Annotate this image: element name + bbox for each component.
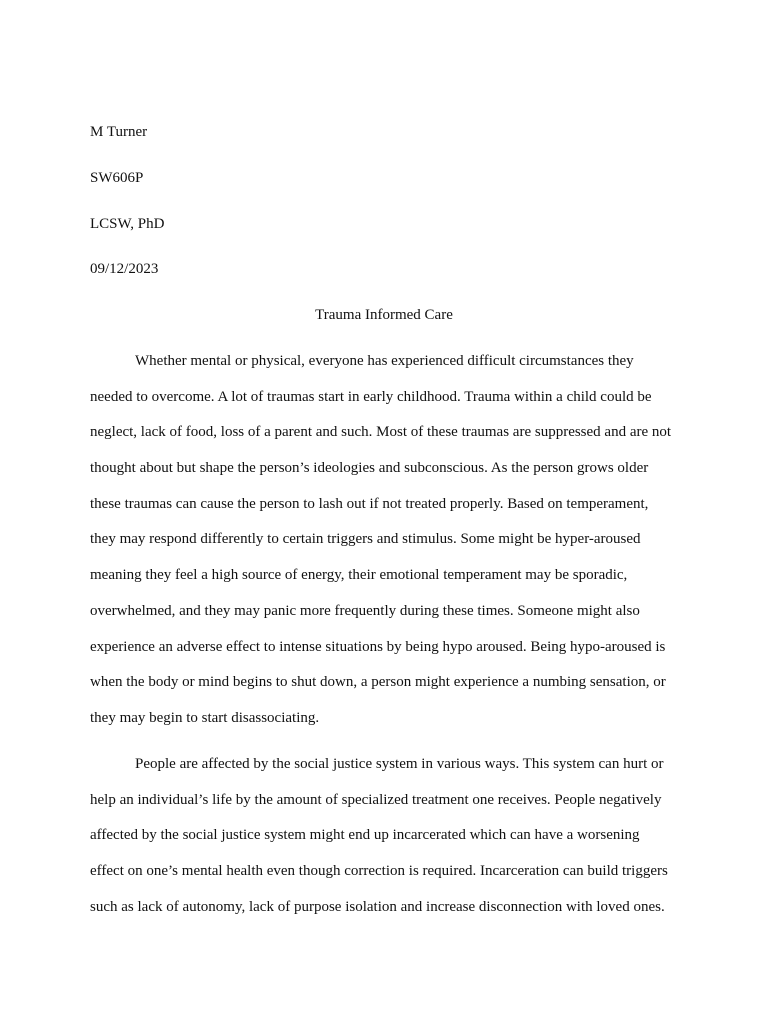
paragraph-line: meaning they feel a high source of energy, their emotional temperament may be sporadic, (90, 567, 628, 584)
document-title: Trauma Informed Care (315, 307, 453, 323)
paragraph-line: they may respond differently to certain triggers and stimulus. Some might be hyper-aroused (90, 531, 641, 548)
paragraph-line: thought about but shape the person’s ideologies and subconscious. As the person grows older (90, 460, 649, 477)
paragraph-social-justice (90, 755, 674, 933)
paragraph-line: needed to overcome. A lot of traumas start in early childhood. Trauma within a child could be (90, 388, 652, 405)
paragraph-line: neglect, lack of food, loss of a parent and such. Most of these traumas are suppressed and are not (90, 424, 672, 441)
paragraph-line: experience an adverse effect to intense situations by being hypo aroused. Being hypo-aroused is (90, 638, 666, 655)
paragraph-line: when the body or mind begins to shut down, a person might experience a numbing sensation, or (90, 674, 666, 691)
paragraph-line: these traumas can cause the person to lash out if not treated properly. Based on temperament, (90, 495, 649, 512)
author-name: M Turner (90, 124, 148, 140)
paragraph-line: help an individual’s life by the amount of specialized treatment one receives. People negatively (90, 791, 662, 808)
submission-date: 09/12/2023 (90, 261, 159, 277)
instructor-credentials: LCSW, PhD (90, 216, 165, 232)
paragraph-line: Whether mental or physical, everyone has experienced difficult circumstances they (135, 353, 634, 369)
course-code: SW606P (90, 170, 144, 186)
paragraph-line: affected by the social justice system might end up incarcerated which can have a worsening (90, 827, 640, 844)
paragraph-line: such as lack of autonomy, lack of purpose isolation and increase disconnection with loved ones. (90, 898, 665, 915)
paragraph-line: People are affected by the social justice system in various ways. This system can hurt or (135, 756, 664, 772)
paragraph-line: overwhelmed, and they may panic more frequently during these times. Someone might also (90, 602, 640, 619)
paragraph-trauma-overview (90, 352, 674, 745)
paragraph-line: they may begin to start disassociating. (90, 709, 320, 726)
paragraph-line: effect on one’s mental health even though correction is required. Incarceration can build triggers (90, 863, 668, 880)
